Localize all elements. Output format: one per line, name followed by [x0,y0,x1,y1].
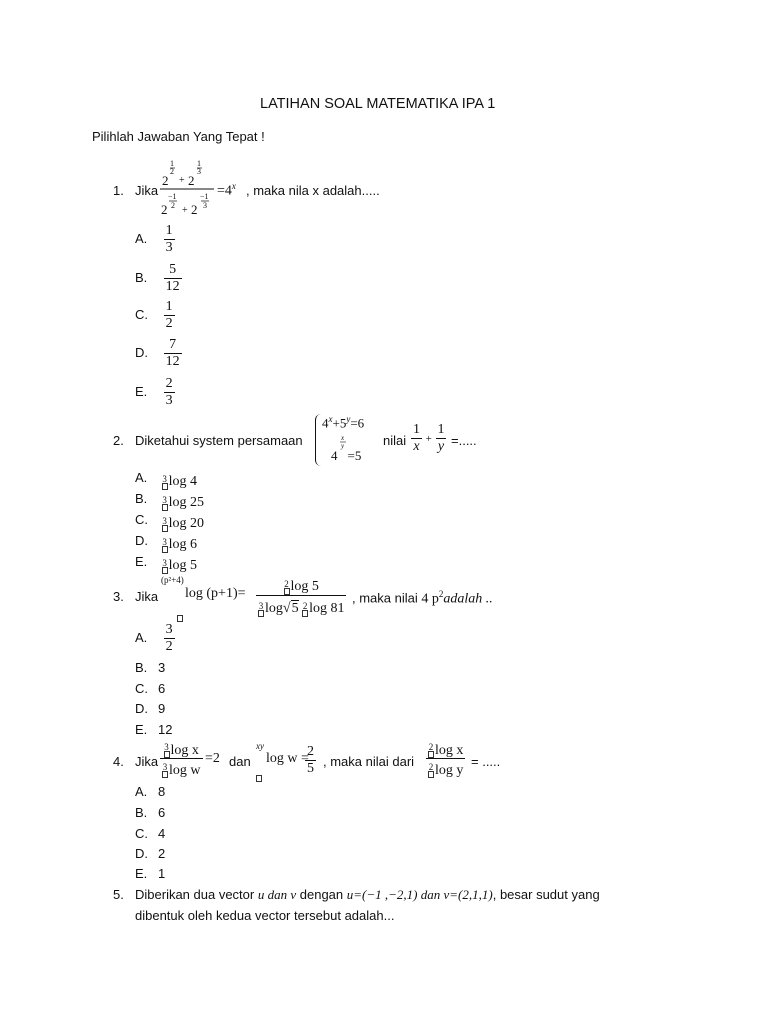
question-tail: =..... [451,433,477,448]
question-lead: Jika [135,754,159,769]
log-argument: log 5 [290,579,319,594]
numerator: 7 [169,337,177,352]
eq1-base: 4 [322,415,329,431]
q1-exponent: x [231,181,236,191]
vector-names: u dan v [257,887,297,902]
q4-first-equals: =2 [205,751,220,766]
lead-text: Diberikan dua vector [135,887,255,902]
log-argument: log y [435,763,464,778]
q4-first-fraction [160,739,203,778]
option-label: C. [135,306,148,322]
option-label: E. [135,866,148,881]
q3-log-base: (p²+4) [161,575,184,585]
log-argument: log w [169,763,201,778]
radicand: 5 [291,601,299,616]
numerator: 2 [165,376,173,391]
question-tail: , maka nila x adalah..... [246,183,380,198]
denominator: 12 [165,354,180,369]
eq2-base: 4 [331,448,338,463]
option-fraction [164,223,175,256]
denominator: 12 [165,279,180,294]
option-c[interactable] [135,826,165,841]
q1-equals-text: =4 [217,183,232,199]
question-number: 1. [113,183,124,198]
option-fraction [164,262,182,295]
option-label: E. [135,383,148,399]
denominator: 2 [165,316,173,331]
denominator: 3 [165,240,173,255]
numerator: 2 [307,744,314,759]
log-base: 2 [428,762,434,772]
log-base: 2 [302,601,308,611]
option-label: B. [135,269,148,285]
log-argument: log 5 [168,558,198,573]
log-base: 3 [162,516,167,526]
log-base: 3 [164,742,169,752]
eq2-end: =5 [347,448,362,463]
option-value: 2 [158,846,166,861]
svg-text:−1: −1 [200,192,209,201]
option-log [162,558,197,574]
question-tail [352,589,493,607]
option-label: D. [135,846,148,861]
log-argument: log 4 [168,474,198,489]
svg-text:2: 2 [188,173,195,188]
tail-exp: 2 [438,589,444,599]
log-argument: log 6 [168,537,198,552]
one-over-x: $\frac{1}{x}$ [413,422,420,454]
log-base: 2 [428,742,434,752]
option-d[interactable] [135,701,165,716]
dengan-text: dengan [299,887,344,902]
option-label: C. [135,512,148,527]
option-d[interactable] [135,337,182,370]
option-value: 8 [158,784,166,799]
log-base: 3 [162,537,167,547]
q1-fraction [158,158,216,220]
option-c[interactable] [135,512,204,532]
option-b[interactable] [135,805,165,820]
svg-text:1: 1 [170,159,174,168]
log-argument: log 25 [168,495,205,510]
eq1-exp-x: x [328,414,333,424]
option-a[interactable] [135,622,175,655]
q3-lhs: log (p+1)= [185,586,246,601]
log-base: 3 [162,495,167,505]
denominator: 5 [307,761,314,776]
option-a[interactable] [135,223,175,256]
numerator: 3 [165,622,173,637]
q3-base-box [177,610,183,625]
q3-rhs-denominator: 3 log √ 5 2 log 81 [256,595,346,617]
option-label: E. [135,722,148,737]
svg-text:+: + [179,175,185,186]
option-b[interactable] [135,660,165,675]
option-label: B. [135,491,148,506]
log-base: 3 [162,762,168,772]
option-e[interactable] [135,866,165,881]
option-value: 6 [158,681,166,696]
option-label: D. [135,344,148,360]
option-c[interactable] [135,299,175,332]
svg-text:−1: −1 [168,192,177,201]
q4-xy-box [256,770,262,785]
log-argument: log x [435,743,464,758]
option-label: B. [135,660,148,675]
option-label: D. [135,533,148,548]
svg-text:3: 3 [197,167,201,176]
option-label: B. [135,805,148,820]
svg-text:+: + [182,205,188,216]
svg-text:2: 2 [170,167,174,176]
log-base: 3 [162,474,167,484]
option-fraction [164,337,182,370]
option-label: A. [135,784,148,799]
option-c[interactable] [135,681,165,696]
denominator: 3 [165,393,173,408]
option-value: 9 [158,701,166,716]
one-over-y: $\frac{1}{y}$ [437,422,445,454]
numerator: 1 [165,299,173,314]
system-brace [315,414,321,466]
question-number: 2. [113,433,124,448]
system-eq-1 [322,414,364,431]
option-value: 3 [158,660,166,675]
q4-xy-log: log w = [266,751,309,766]
log-base: 2 [284,579,289,589]
svg-text:1: 1 [197,159,201,168]
question-tail: , maka nilai dari [323,754,415,769]
svg-text:2: 2 [171,201,175,210]
svg-text:3: 3 [203,201,207,210]
option-value: 12 [158,722,173,737]
option-fraction [164,622,175,655]
question-number: 5. [113,887,124,902]
option-fraction [164,299,175,332]
q4-two-fifths [305,744,316,777]
eq1-end: =6 [350,415,365,431]
vector-definition: u=(−1 ,−2,1) dan v=(2,1,1) [346,887,493,902]
instruction-text: Pilihlah Jawaban Yang Tepat ! [92,129,265,144]
option-label: C. [135,826,148,841]
q4-dan: dan [229,754,251,769]
option-b[interactable] [135,262,182,295]
log-base: 3 [258,601,264,611]
option-d[interactable] [135,846,165,861]
eq1-mid: +5 [332,415,347,431]
question-number: 3. [113,589,124,604]
q3-rhs-numerator [282,575,321,595]
question-lead: Jika [135,589,159,604]
svg-text:2: 2 [191,202,198,217]
option-a[interactable] [135,470,197,490]
tail-text: , maka nilai [352,590,418,606]
denominator: 2 [165,639,173,654]
option-fraction [164,376,175,409]
log-argument: log x [170,743,199,758]
numerator: 1 [165,223,173,238]
option-log [162,516,204,532]
option-label: D. [135,701,148,716]
option-label: A. [135,230,148,246]
q3-rhs-fraction [256,575,346,617]
option-label: E. [135,554,148,569]
option-value: 4 [158,826,166,841]
page-title: LATIHAN SOAL MATEMATIKA IPA 1 [260,96,496,112]
svg-text:y: y [341,442,345,450]
option-a[interactable] [135,784,165,799]
option-e[interactable] [135,376,175,409]
option-e[interactable] [135,554,197,574]
tail-end: adalah .. [443,591,493,607]
option-label: A. [135,470,148,485]
log-argument: log 81 [309,601,345,616]
q1-equals [217,181,236,200]
log-base: 3 [162,558,167,568]
question-mid: nilai [383,433,407,448]
question-number: 4. [113,754,124,769]
option-b[interactable] [135,491,204,511]
q4-xy-base: xy [256,741,264,751]
q2-sum-expression: $\frac{1}{x}$ + $\frac{1}{y}$ [413,422,445,454]
question-line-2: dibentuk oleh kedua vector tersebut adalah... [135,908,395,923]
log-argument: log [265,601,283,616]
option-d[interactable] [135,533,197,553]
option-e[interactable] [135,722,172,737]
q1-fraction-drawing [158,158,216,220]
q4-second-fraction [426,739,465,778]
question-lead: Jika [135,183,159,198]
option-value: 1 [158,866,166,881]
question-lead: Diketahui system persamaan [135,433,303,448]
option-log [162,537,197,553]
question-line-1 [135,887,600,903]
question-end: = ..... [471,754,501,769]
log-argument: log 20 [168,516,205,531]
option-label: A. [135,629,148,645]
svg-text:2: 2 [161,202,168,217]
tail-math: 4 p [421,591,439,607]
numerator: 5 [169,262,177,277]
svg-text:x: x [341,434,345,442]
eq1-exp-y: y [346,414,351,424]
option-label: C. [135,681,148,696]
svg-text:2: 2 [162,173,169,188]
tail-text: , besar sudut yang [492,887,600,902]
option-log [162,474,197,490]
option-value: 6 [158,805,166,820]
option-log [162,495,204,511]
